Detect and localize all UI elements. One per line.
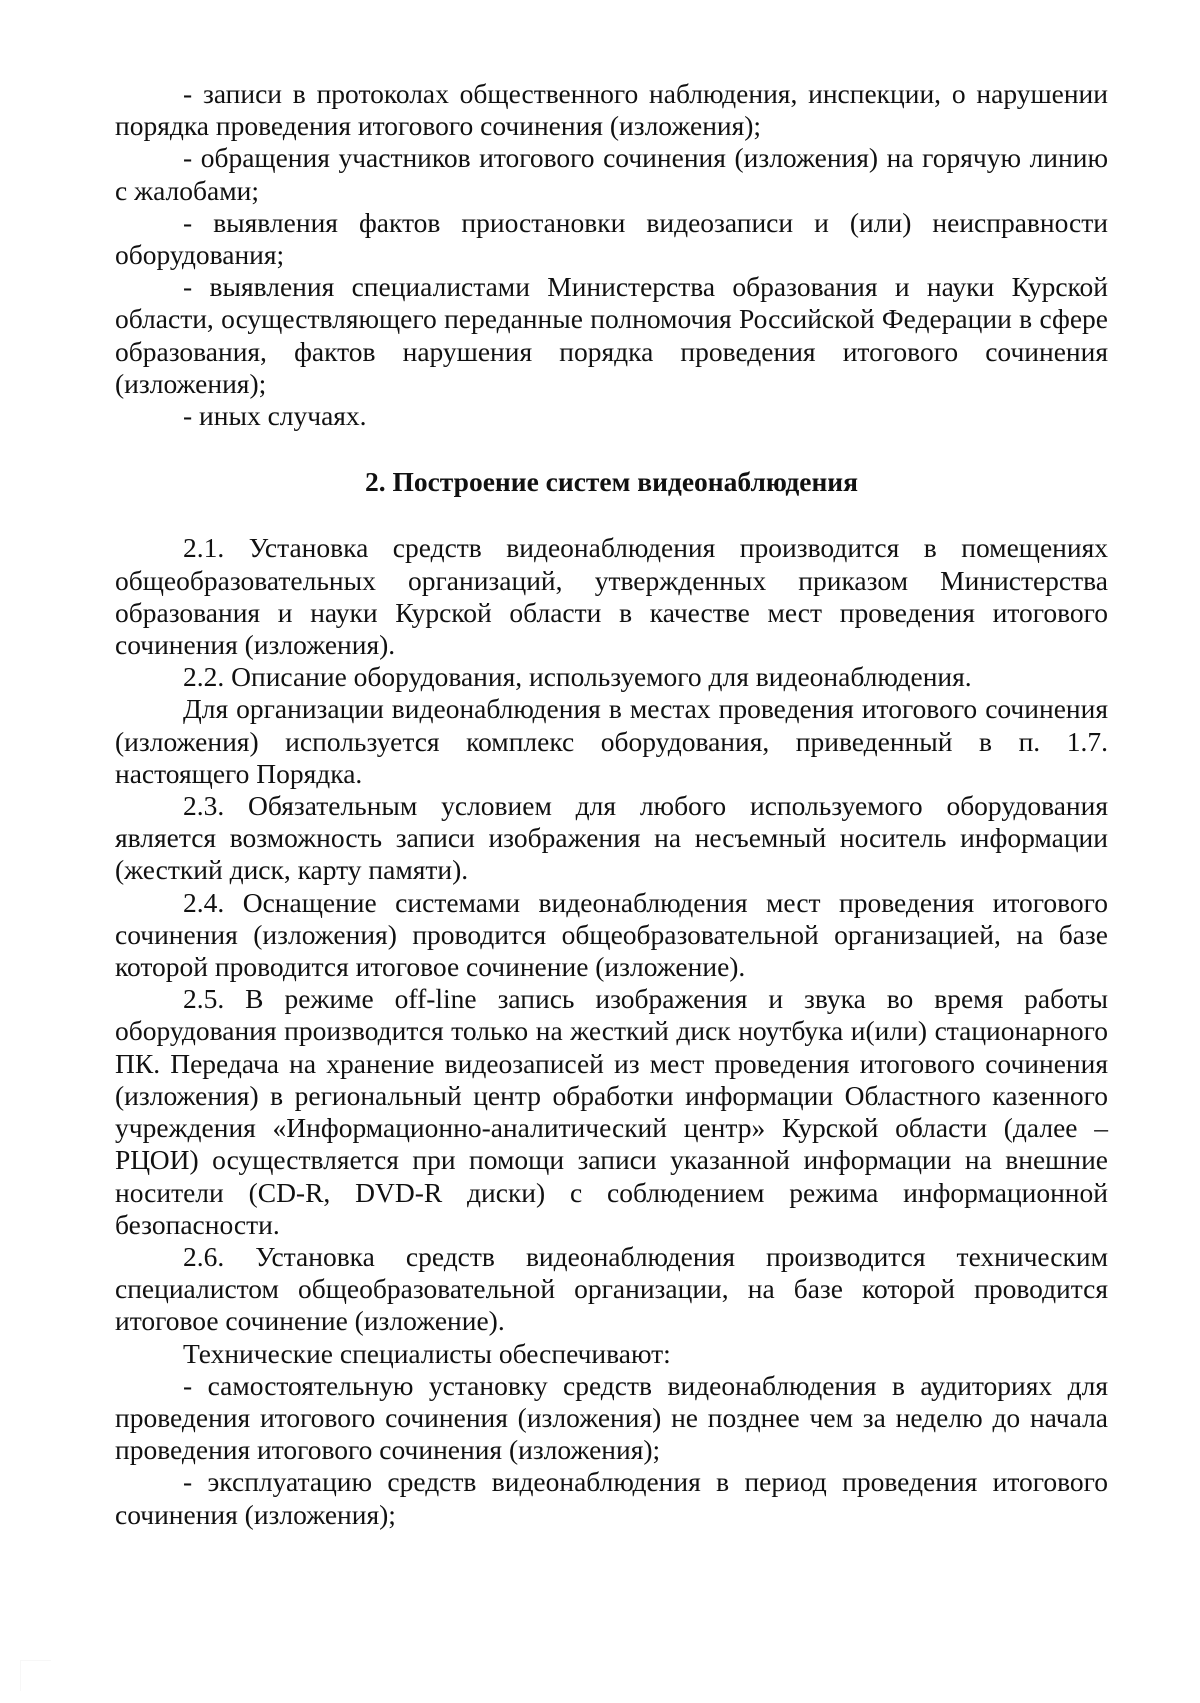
list-item: - самостоятельную установку средств видеонаблюдения в аудиториях для проведения итогового сочинения (изложения) не позднее чем за неделю до начала проведения итогового сочинения (изложения); (115, 1369, 1108, 1466)
section-heading: 2. Построение систем видеонаблюдения (364, 466, 859, 498)
paragraph-2-1: 2.1. Установка средств видеонаблюдения производится в помещениях общеобразовательных организаций, утвержденных приказом Министерства образования и науки Курской области в качестве мест проведения итогового сочинения (изложения). (115, 532, 1108, 661)
list-item: - выявления специалистами Министерства образования и науки Курской области, осуществляющего переданные полномочия Российской Федерации в сфере образования, фактов нарушения порядка проведения итогового сочинения (изложения); (115, 271, 1108, 399)
list-item: - иных случаях. (183, 400, 367, 432)
list-item: - выявления фактов приостановки видеозаписи и (или) неисправности оборудования; (115, 206, 1108, 271)
paragraph-2-6: 2.6. Установка средств видеонаблюдения производится техническим специалистом общеобразовательной организации, на базе которой проводится итоговое сочинение (изложение). (115, 1240, 1108, 1337)
scan-artifact (20, 1660, 51, 1691)
document-body (115, 78, 1108, 1531)
paragraph-tech-specialists: Технические специалисты обеспечивают: (183, 1337, 671, 1369)
paragraph-2-4: 2.4. Оснащение системами видеонаблюдения мест проведения итогового сочинения (изложения) проводится общеобразовательной организацией, на базе которой проводится итоговое сочинение (изложение). (115, 886, 1108, 983)
paragraph-2-2: 2.2. Описание оборудования, используемого для видеонаблюдения. (183, 661, 972, 693)
list-item: - обращения участников итогового сочинения (изложения) на горячую линию с жалобами; (115, 142, 1108, 206)
paragraph-2-5: 2.5. В режиме off-line запись изображения и звука во время работы оборудования производится только на жесткий диск ноутбука и(или) стационарного ПК. Передача на хранение видеозаписей из мест проведения итогового сочинения (изложения) в региональный центр обработки информации Областного казенного учреждения «Информационно-аналитический центр» Курской области (далее – РЦОИ) осуществляется при помощи записи указанной информации на внешние носители (CD-R, DVD-R диски) с соблюдением режима информационной безопасности. (115, 983, 1108, 1240)
list-item: - эксплуатацию средств видеонаблюдения в период проведения итогового сочинения (изложения); (115, 1466, 1108, 1530)
paragraph-2-2-detail: Для организации видеонаблюдения в местах проведения итогового сочинения (изложения) используется комплекс оборудования, приведенный в п. 1.7. настоящего Порядка. (115, 693, 1108, 789)
paragraph-2-3: 2.3. Обязательным условием для любого используемого оборудования является возможность записи изображения на несъемный носитель информации (жесткий диск, карту памяти). (115, 790, 1108, 886)
list-item: - записи в протоколах общественного наблюдения, инспекции, о нарушении порядка проведения итогового сочинения (изложения); (115, 78, 1108, 142)
